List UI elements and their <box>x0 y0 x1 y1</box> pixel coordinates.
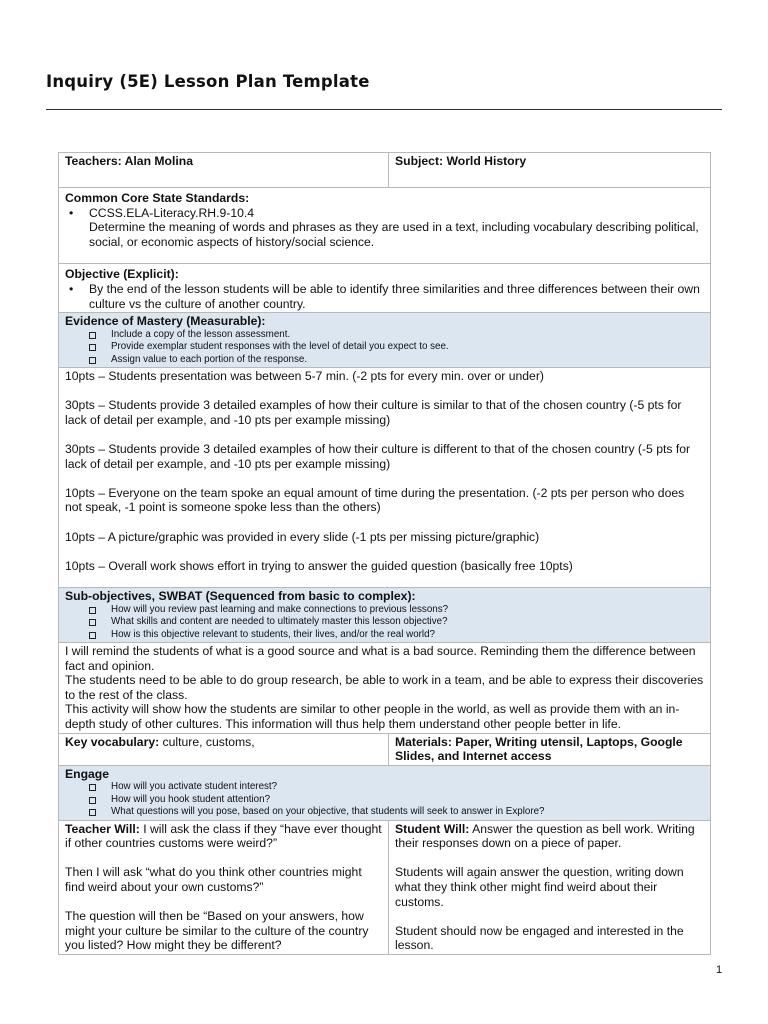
teacher-step-text: I will ask the class if they “have ever thought if other countries customs were weird?” <box>65 821 382 851</box>
mastery-prompt: Provide exemplar student responses with the level of detail you expect to see. <box>111 341 704 353</box>
standard-description: Determine the meaning of words and phrases as they are used in a text, including vocabulary describing political, social, or economic aspects of history/social science. <box>89 220 699 249</box>
engage-prompt: How will you hook student attention? <box>111 794 704 806</box>
objective-list <box>65 282 704 311</box>
teacher-step: Then I will ask “what do you think other countries might find weird about your own customs?” <box>65 865 362 895</box>
standards-cell <box>59 188 711 264</box>
teacher-will-cell <box>59 820 389 954</box>
engage-prompts <box>65 781 704 818</box>
rubric-item: 10pts – A picture/graphic was provided in every slide (-1 pts per missing picture/graphic) <box>65 529 540 544</box>
subobjectives-response-cell <box>59 643 711 734</box>
document-title: Inquiry (5E) Lesson Plan Template <box>46 72 370 91</box>
vocab-label: Key vocabulary: <box>65 734 160 749</box>
rubric-item: 10pts – Students presentation was between 5-7 min. (-2 pts for every min. over or under) <box>65 368 544 383</box>
subobjectives-heading-cell <box>59 588 711 643</box>
rubric-item: 30pts – Students provide 3 detailed examples of how their culture is different to that of the chosen country (-5 pts for lack of detail per example, and -10 pts per example missing) <box>65 441 691 471</box>
page-number: 1 <box>716 964 723 976</box>
engage-heading-row <box>59 765 711 820</box>
student-step: Students will again answer the question, writing down what they think other might find weird about their customs. <box>395 865 684 909</box>
subobjective-prompt: How is this objective relevant to students, their lives, and/or the real world? <box>111 629 704 641</box>
teacher-step: The question will then be “Based on your answers, how might your culture be similar to the culture of the country you listed? How might they be different? <box>65 909 369 953</box>
student-step: Student should now be engaged and interested in the lesson. <box>395 923 684 953</box>
mastery-heading: Evidence of Mastery (Measurable): <box>65 314 266 329</box>
mastery-prompt: Include a copy of the lesson assessment. <box>111 329 704 341</box>
teacher-step <box>65 822 382 851</box>
objective-text: • By the end of the lesson students will be able to identify three similarities and three differences between their own culture vs the culture of another country. <box>89 282 704 311</box>
engage-heading: Engage <box>65 766 110 781</box>
title-divider <box>46 109 722 110</box>
vocab-value: culture, customs, <box>159 734 255 749</box>
subject-label: Subject: World History <box>395 154 527 168</box>
materials-cell <box>389 733 711 765</box>
student-step <box>395 822 704 851</box>
rubric-item: 10pts – Overall work shows effort in trying to answer the guided question (basically free 10pts) <box>65 558 573 573</box>
mastery-prompts <box>65 329 704 366</box>
teachers-cell <box>59 153 389 188</box>
rubric-cell <box>59 367 711 587</box>
engage-prompt: What questions will you pose, based on your objective, that students will seek to answer in Explore? <box>111 806 704 818</box>
student-will-cell <box>389 820 711 954</box>
objective-cell <box>59 264 711 313</box>
standards-list <box>65 206 704 250</box>
materials-label: Materials: <box>395 734 452 749</box>
subobjective-response: The students need to be able to do group research, be able to work in a team, and be able to express their discoveries to the rest of the class. <box>65 673 704 702</box>
objective-heading: Objective (Explicit): <box>65 267 179 282</box>
subject-cell <box>389 153 711 188</box>
materials-value: Paper, Writing utensil, Laptops, Google Slides, and Internet access <box>395 734 683 764</box>
standard-item <box>89 206 704 250</box>
engage-prompt: How will you activate student interest? <box>111 781 704 793</box>
student-will-label: Student Will: <box>395 821 470 836</box>
rubric-item: 10pts – Everyone on the team spoke an equal amount of time during the presentation. (-2 pts per person who does not speak, -1 point is someone spoke less than the others) <box>65 485 685 515</box>
mastery-heading-row <box>59 313 711 368</box>
subobjectives-heading: Sub-objectives, SWBAT (Sequenced from basic to complex): <box>65 589 416 604</box>
subobjectives-prompts <box>65 604 704 641</box>
rubric-item: 30pts – Students provide 3 detailed examples of how their culture is similar to that of the chosen country (-5 pts for lack of detail per example, and -10 pts per example missing) <box>65 398 682 427</box>
objective-row <box>59 264 711 313</box>
vocab-cell <box>59 733 389 765</box>
teachers-label: Teachers: Alan Molina <box>65 154 193 168</box>
subobjectives-heading-row <box>59 588 711 643</box>
vocab-materials-row <box>59 733 711 765</box>
lesson-plan-table <box>58 152 711 955</box>
standards-row <box>59 188 711 264</box>
engage-heading-cell <box>59 765 711 820</box>
subobjectives-response-row <box>59 643 711 734</box>
rubric-row <box>59 367 711 587</box>
subobjective-prompt: How will you review past learning and make connections to previous lessons? <box>111 604 704 616</box>
subobjective-response: I will remind the students of what is a good source and what is a bad source. Reminding them the difference between fact and opinion. <box>65 644 696 673</box>
teacher-will-label: Teacher Will: <box>65 821 140 836</box>
mastery-heading-cell <box>59 313 711 368</box>
engage-detail-row <box>59 820 711 954</box>
mastery-prompt: Assign value to each portion of the response. <box>111 354 704 366</box>
standards-heading: Common Core State Standards: <box>65 191 250 205</box>
standard-code: • CCSS.ELA-Literacy.RH.9-10.4 <box>89 205 255 220</box>
header-row <box>59 153 711 188</box>
subobjective-prompt: What skills and content are needed to ultimately master this lesson objective? <box>111 616 704 628</box>
student-step-text: Answer the question as bell work. Writing their responses down on a piece of paper. <box>395 821 695 851</box>
subobjective-response: This activity will show how the students are similar to other people in the world, as well as provide them with an in-depth study of other cultures. This information will thus help them understand other people better in life. <box>65 702 680 732</box>
